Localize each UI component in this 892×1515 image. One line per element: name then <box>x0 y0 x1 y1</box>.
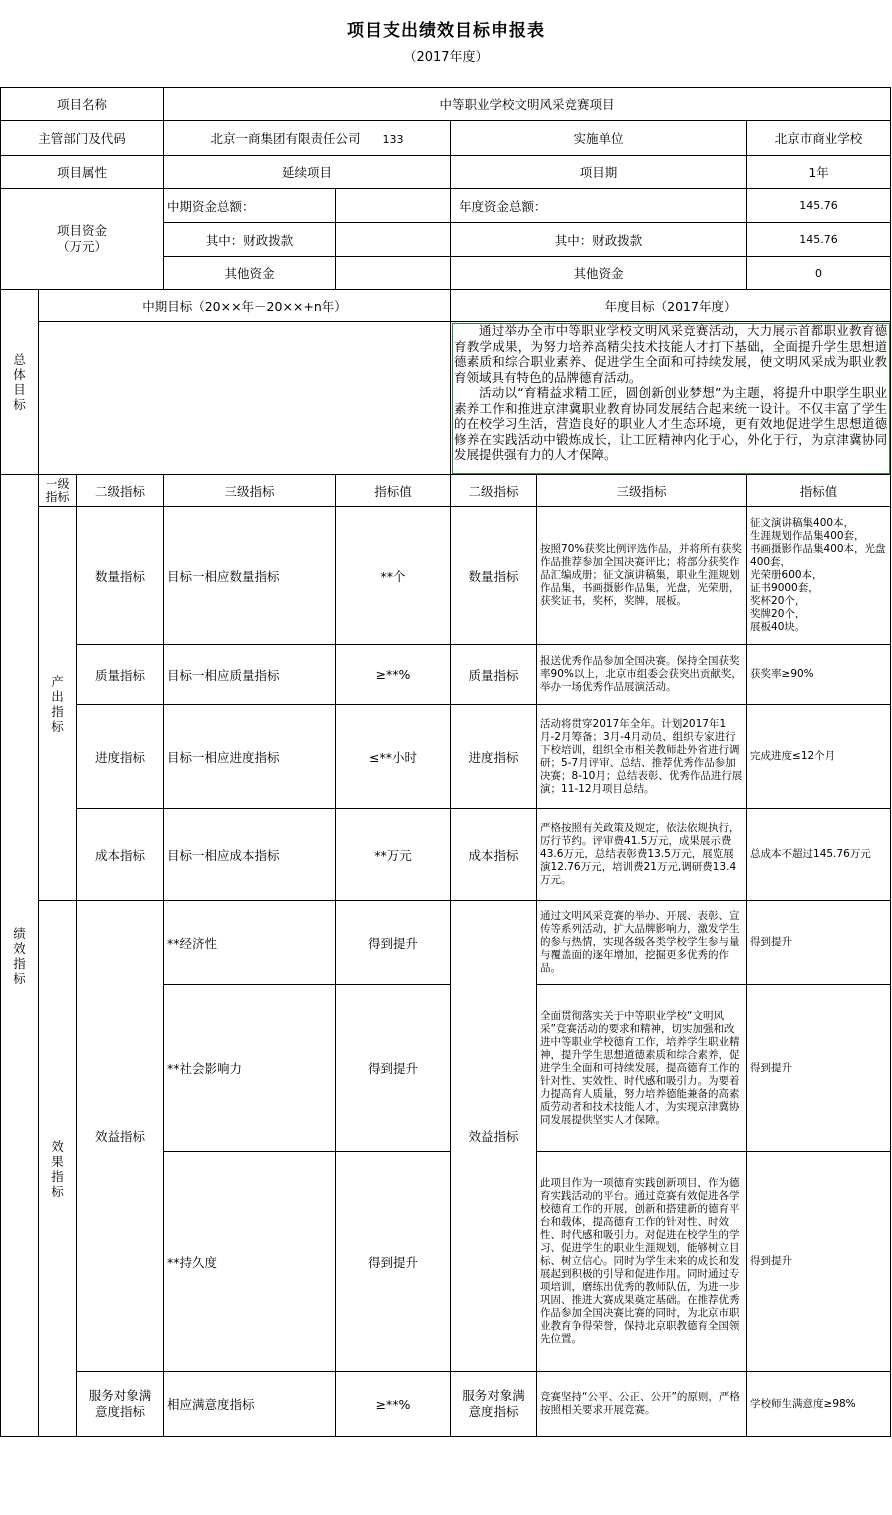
dur-y-val: 得到提升 <box>747 1152 891 1372</box>
page-title: 项目支出绩效目标申报表 <box>347 21 545 41</box>
progress-y-l2: 进度指标 <box>451 705 537 809</box>
satisfaction-y-l3: 竞赛坚持“公平、公正、公开”的原则，严格按照相关要求开展竞赛。 <box>537 1372 747 1437</box>
mid-goal-header: 中期目标（20××年－20××+n年） <box>39 290 451 322</box>
mid-other-label: 其他资金 <box>164 257 336 290</box>
year-other-value: 0 <box>747 257 891 290</box>
quality-y-val: 获奖率≥90% <box>747 645 891 705</box>
page-subtitle: （2017年度） <box>403 50 489 65</box>
satisfaction-y-val: 学校师生满意度≥98% <box>747 1372 891 1437</box>
year-fiscal-value: 145.76 <box>747 223 891 257</box>
cost-l2: 成本指标 <box>77 809 164 901</box>
cost-l3: 目标一相应成本指标 <box>164 809 336 901</box>
qty-y-l3: 按照70%获奖比例评选作品，并将所有获奖作品推荐参加全国决赛评比；将部分获奖作品汇编成册；征文演讲稿集，职业生涯规划作品集，书画摄影作品集，光盘，光荣册，获奖证书，奖杯，奖牌，展板。 <box>537 507 747 645</box>
effect-indicators-label: 效果指标 <box>39 901 77 1437</box>
year-goal-para-2: 活动以“育精益求精工匠，圆创新创业梦想”为主题，将提升中职学生职业素养工作和推进京津冀职业教育协同发展结合起来统一设计。不仅丰富了学生的在校学习生活，营造良好的职业人才生态环境，更有效地促进学生思想道德修养在实践活动中锻炼成长，让工匠精神内化于心，外化于行，为京津冀协同发展提供强有力的人才保障。 <box>454 385 888 462</box>
quality-l3: 目标一相应质量指标 <box>164 645 336 705</box>
satisfaction-y-l2: 服务对象满意度指标 <box>451 1372 537 1437</box>
dept-code: 133 <box>382 133 404 146</box>
attr-label: 项目属性 <box>1 156 164 189</box>
year-goal-text <box>451 322 891 475</box>
quality-y-l3: 报送优秀作品参加全国决赛。保持全国获奖率90%以上，北京市组委会获突出贡献奖，举办一场优秀作品展演活动。 <box>537 645 747 705</box>
impl-unit-value: 北京市商业学校 <box>747 121 891 156</box>
mid-total-value <box>336 189 451 223</box>
perf-indicators-label: 绩效指标 <box>1 475 39 1437</box>
econ-y-l3: 通过文明风采竞赛的举办、开展、表彰、宣传等系列活动，扩大品牌影响力，激发学生的参与热情，实现各级各类学校学生参与量与覆盖面的逐年增加，挖掘更多优秀的作品。 <box>537 901 747 985</box>
cost-y-val: 总成本不超过145.76万元 <box>747 809 891 901</box>
qty-l2: 数量指标 <box>77 507 164 645</box>
qty-y-val: 征文演讲稿集400本， 生涯规划作品集400套， 书画摄影作品集400本，光盘400套， 光荣册600本， 证书9000套， 奖杯20个， 奖牌20个， 展板40块。 <box>747 507 891 645</box>
econ-y-val: 得到提升 <box>747 901 891 985</box>
progress-y-val: 完成进度≤12个月 <box>747 705 891 809</box>
cost-val: **万元 <box>336 809 451 901</box>
output-indicators-label: 产出指标 <box>39 507 77 901</box>
y-l2-header: 二级指标 <box>451 475 537 507</box>
quality-val: ≥**% <box>336 645 451 705</box>
y-l3-header: 三级指标 <box>537 475 747 507</box>
dept-name: 北京一商集团有限责任公司 <box>210 131 361 146</box>
benefit-l2: 效益指标 <box>77 901 164 1372</box>
fund-label: 项目资金（万元） <box>1 189 164 290</box>
social-l3: **社会影响力 <box>164 985 336 1152</box>
dur-val: 得到提升 <box>336 1152 451 1372</box>
year-total-value: 145.76 <box>747 189 891 223</box>
year-goal-para-1: 通过举办全市中等职业学校文明风采竞赛活动，大力展示首都职业教育德育教学成果，为努力培养高精尖技术技能人才打下基础，全面提升学生思想道德素质和综合职业素养、促进学生全面和可持续发展，使文明风采成为职业教育领域具有特色的品牌德育活动。 <box>454 323 888 385</box>
val-header: 指标值 <box>336 475 451 507</box>
l1-header: 一级指标 <box>39 475 77 507</box>
mid-goal-text <box>39 322 451 475</box>
qty-y-l2: 数量指标 <box>451 507 537 645</box>
social-y-val: 得到提升 <box>747 985 891 1152</box>
performance-target-table <box>0 87 891 1437</box>
project-name-value: 中等职业学校文明风采竞赛项目 <box>164 88 891 121</box>
qty-val: **个 <box>336 507 451 645</box>
econ-val: 得到提升 <box>336 901 451 985</box>
progress-l2: 进度指标 <box>77 705 164 809</box>
benefit-y-l2: 效益指标 <box>451 901 537 1372</box>
mid-total-label: 中期资金总额： <box>164 189 336 223</box>
period-label: 项目期 <box>451 156 747 189</box>
year-other-label: 其他资金 <box>451 257 747 290</box>
quality-l2: 质量指标 <box>77 645 164 705</box>
progress-val: ≤**小时 <box>336 705 451 809</box>
attr-value: 延续项目 <box>164 156 451 189</box>
project-name-label: 项目名称 <box>1 88 164 121</box>
impl-unit-label: 实施单位 <box>451 121 747 156</box>
progress-l3: 目标一相应进度指标 <box>164 705 336 809</box>
dept-label: 主管部门及代码 <box>1 121 164 156</box>
dur-l3: **持久度 <box>164 1152 336 1372</box>
qty-l3: 目标一相应数量指标 <box>164 507 336 645</box>
cost-y-l2: 成本指标 <box>451 809 537 901</box>
social-y-l3: 全面贯彻落实关于中等职业学校“文明风采”竞赛活动的要求和精神，切实加强和改进中等职业学校德育工作，培养学生职业精神，提升学生思想道德素质和综合素养，促进学生全面和可持续发展，提高德育工作的针对性、实效性、时代感和吸引力。为要着力提高育人质量，努力培养德能兼备的高素质劳动者和技术技能人才，为实现京津冀协同发展提供坚实人才保障。 <box>537 985 747 1152</box>
cost-y-l3: 严格按照有关政策及规定，依法依规执行，厉行节约。评审费41.5万元，成果展示费43.6万元，总结表彰费13.5万元，展览展演12.76万元，培训费21万元,调研费13.4万元。 <box>537 809 747 901</box>
mid-fiscal-label: 其中：财政拨款 <box>164 223 336 257</box>
y-val-header: 指标值 <box>747 475 891 507</box>
period-value: 1年 <box>747 156 891 189</box>
satisfaction-val: ≥**% <box>336 1372 451 1437</box>
satisfaction-l3: 相应满意度指标 <box>164 1372 336 1437</box>
dur-y-l3: 此项目作为一项德育实践创新项目，作为德育实践活动的平台。通过竞赛有效促进各学校德育工作的开展，创新和搭建新的德育平台和载体，提高德育工作的针对性、时效性、时代感和吸引力。对促进在校学生的学习、促进学生的职业生涯规划，能够树立目标、树立信心。同时为学生未来的成长和发展起到积极的引导和促进作用。同时通过专项培训，磨练出优秀的教师队伍，为进一步巩固、推进大赛成果奠定基础。在推荐优秀作品参加全国决赛比赛的同时，为北京市职业教育争得荣誉，保持北京职教德育全国领先位置。 <box>537 1152 747 1372</box>
econ-l3: **经济性 <box>164 901 336 985</box>
dept-value <box>164 121 451 156</box>
satisfaction-l2: 服务对象满意度指标 <box>77 1372 164 1437</box>
progress-y-l3: 活动将贯穿2017年全年。计划2017年1月-2月筹备；3月-4月动员、组织专家进行下校培训，组织全市相关教师赴外省进行调研；5-7月评审、总结、推荐优秀作品参加决赛；8-10月；总结表彰、优秀作品进行展演；11-12月项目总结。 <box>537 705 747 809</box>
mid-other-value <box>336 257 451 290</box>
year-total-label: 年度资金总额： <box>451 189 747 223</box>
year-fiscal-label: 其中：财政拨款 <box>451 223 747 257</box>
social-val: 得到提升 <box>336 985 451 1152</box>
overall-goal-label: 总体目标 <box>1 290 39 475</box>
quality-y-l2: 质量指标 <box>451 645 537 705</box>
year-goal-header: 年度目标（2017年度） <box>451 290 891 322</box>
mid-fiscal-value <box>336 223 451 257</box>
l2-header: 二级指标 <box>77 475 164 507</box>
l3-header: 三级指标 <box>164 475 336 507</box>
